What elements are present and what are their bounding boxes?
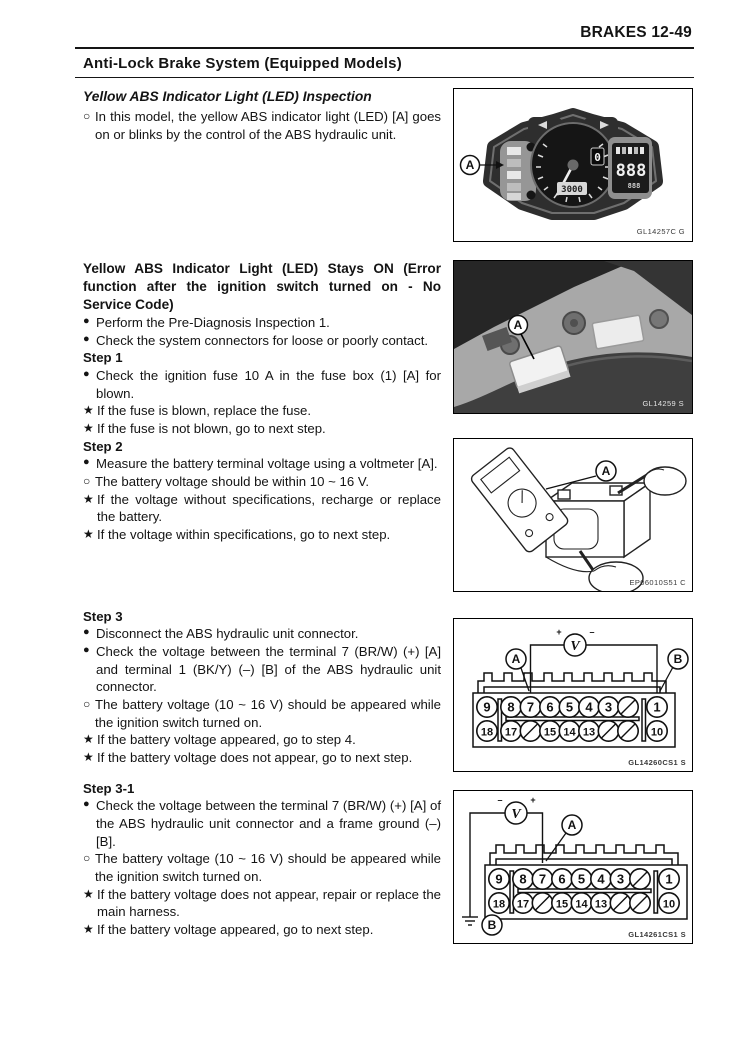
section-step-3-1 <box>75 780 694 944</box>
list-item <box>83 850 441 885</box>
star-marker: ★ <box>83 750 94 765</box>
body-text <box>83 438 441 544</box>
figure-connector-diagram-1 <box>453 618 693 772</box>
list-item <box>83 625 441 643</box>
terminal-number: 9 <box>483 699 491 715</box>
voltmeter-battery-illustration <box>454 439 692 591</box>
list-item <box>83 314 441 332</box>
lcd-odo-value: 888 <box>627 182 641 190</box>
terminal-number: 3 <box>604 699 613 715</box>
list-text: If the fuse is blown, replace the fuse. <box>97 403 312 419</box>
terminal-number: 13 <box>582 726 596 739</box>
terminal-number: 4 <box>597 871 605 887</box>
bullet-marker: ● <box>83 332 90 345</box>
terminal-number: 14 <box>575 898 588 911</box>
body-text <box>83 608 441 767</box>
callout-a-label: A <box>567 817 577 832</box>
star-marker: ★ <box>83 732 94 747</box>
terminal-number: 8 <box>519 871 527 887</box>
list-item <box>83 108 441 143</box>
list-text: If the battery voltage does not appear, repair or replace the main harness. <box>97 886 441 920</box>
figure-code: GL14260CS1 S <box>628 757 686 767</box>
terminal-number: 5 <box>565 699 574 715</box>
figure-connector-diagram-2 <box>453 790 693 944</box>
indicator-lamp <box>507 171 521 179</box>
terminal-number: 3 <box>616 871 625 887</box>
page-number-header: BRAKES 12-49 <box>580 24 692 41</box>
terminal-number: 1 <box>653 699 661 715</box>
list-text: Perform the Pre-Diagnosis Inspection 1. <box>96 314 330 330</box>
indicator-lamp <box>507 193 521 200</box>
minus-mark: – <box>497 794 503 805</box>
list-item <box>83 332 441 350</box>
step-heading: Step 1 <box>83 350 123 366</box>
list-text: The battery voltage should be within 10 ~ 16 V. <box>95 474 370 489</box>
list-text: The battery voltage (10 ~ 16 V) should be appeared while the ignition switch turned on. <box>95 851 441 885</box>
list-text: If the battery voltage does not appear, go to next step. <box>97 750 413 766</box>
step-heading: Step 3 <box>83 608 123 624</box>
terminal-number: 6 <box>558 871 566 887</box>
callout-a-label: A <box>513 318 523 332</box>
bullet-marker: ● <box>83 798 90 811</box>
terminal-number: 8 <box>507 699 515 715</box>
gear-value: 0 <box>594 151 601 164</box>
list-item <box>83 731 441 749</box>
list-text: Measure the battery terminal voltage using a voltmeter [A]. <box>96 456 438 472</box>
star-marker: ★ <box>83 527 94 542</box>
terminal-number: 17 <box>504 726 518 739</box>
terminal-number: 9 <box>495 871 503 887</box>
terminal-number: 15 <box>555 898 569 911</box>
list-item <box>83 420 441 438</box>
list-text: Check the ignition fuse 10 A in the fuse box (1) [A] for blown. <box>96 367 441 401</box>
figure-code: EP06010S51 C <box>629 577 686 587</box>
figure-code: GL14257C G <box>636 227 685 236</box>
instrument-cluster-illustration <box>454 89 692 241</box>
battery-terminal <box>558 490 570 499</box>
minus-mark: – <box>589 626 595 637</box>
circle-marker: ○ <box>83 474 91 488</box>
terminal-number: 7 <box>526 699 535 715</box>
section-step-2 <box>75 438 694 608</box>
bullet-marker: ● <box>83 644 90 656</box>
list-item <box>83 643 441 696</box>
list-text: If the voltage without specifications, recharge or replace the battery. <box>97 491 441 525</box>
abs-connector-ground-diagram <box>454 791 692 943</box>
list-item <box>83 473 441 491</box>
body-text <box>83 314 441 438</box>
list-item <box>83 797 441 850</box>
section-step-3 <box>75 608 694 780</box>
list-item <box>83 696 441 731</box>
callout-a-label: A <box>601 463 611 478</box>
bullet-marker: ● <box>83 456 90 469</box>
section-stays-on <box>75 260 694 438</box>
step-heading: Step 2 <box>83 438 123 454</box>
chapter-section-title: Anti-Lock Brake System (Equipped Models) <box>83 55 402 72</box>
subsection-heading: Yellow ABS Indicator Light (LED) Stays ON (Error function after the ignition switch turned on - No Service Code) <box>83 261 441 312</box>
callout-b-label: B <box>673 651 683 666</box>
body-text <box>83 108 441 143</box>
step-heading: Step 3-1 <box>83 780 135 796</box>
callout-a-label: A <box>465 158 475 172</box>
list-text: Disconnect the ABS hydraulic unit connector. <box>96 626 359 642</box>
terminal-number: 17 <box>516 898 530 911</box>
circle-marker: ○ <box>83 851 91 866</box>
list-item <box>83 455 441 473</box>
terminal-number: 1 <box>665 871 673 887</box>
terminal-number: 18 <box>480 726 494 739</box>
terminal-number: 7 <box>538 871 547 887</box>
terminal-number: 5 <box>577 871 586 887</box>
terminal-number: 18 <box>492 898 506 911</box>
list-text: If the voltage within specifications, go to next step. <box>97 527 391 543</box>
list-item <box>83 921 441 939</box>
list-text: Check the voltage between the terminal 7 (BR/W) (+) [A] and terminal 1 (BK/Y) (–) [B] of the ABS hydraulic unit connector. <box>96 644 441 695</box>
bullet-marker: ● <box>83 314 90 327</box>
indicator-lamp <box>507 147 521 155</box>
terminal-number: 10 <box>662 898 676 911</box>
figure-voltmeter-battery <box>453 438 693 592</box>
voltmeter-label: V <box>511 806 521 822</box>
callout-b-label: B <box>487 917 497 932</box>
list-text: Check the system connectors for loose or poorly contact. <box>96 332 429 348</box>
terminal-number: 13 <box>594 898 608 911</box>
list-item <box>83 367 441 402</box>
list-text: If the battery voltage appeared, go to step 4. <box>97 732 356 748</box>
indicator-lamp <box>507 183 521 191</box>
abs-connector-diagram <box>454 619 692 771</box>
plus-mark: + <box>530 794 536 805</box>
indicator-lamp <box>507 159 521 167</box>
circle-marker: ○ <box>83 108 91 123</box>
figure-instrument-cluster <box>453 88 693 242</box>
star-marker: ★ <box>83 491 94 506</box>
fuse-box-photo-illustration <box>454 261 692 413</box>
figure-code: GL14261CS1 S <box>628 929 686 939</box>
star-marker: ★ <box>83 403 94 418</box>
subsection-heading: Yellow ABS Indicator Light (LED) Inspection <box>83 89 372 104</box>
plus-mark: + <box>556 626 562 637</box>
figure-code: GL14259 S <box>642 399 684 408</box>
list-text: Check the voltage between the terminal 7 (BR/W) (+) [A] of the ABS hydraulic unit connector and a frame ground (–) [B]. <box>96 798 441 849</box>
section-rule <box>75 77 694 78</box>
lcd-speed-value: 888 <box>615 161 647 181</box>
list-text: If the battery voltage appeared, go to next step. <box>97 922 374 938</box>
terminal-number: 4 <box>585 699 593 715</box>
list-item <box>83 402 441 420</box>
terminal-number: 6 <box>546 699 554 715</box>
body-text <box>83 780 441 939</box>
terminal-number: 14 <box>563 726 576 739</box>
circle-marker: ○ <box>83 697 91 712</box>
bullet-marker: ● <box>83 367 90 380</box>
list-text: In this model, the yellow ABS indicator light (LED) [A] goes on or blinks by the control of the ABS hydraulic unit. <box>95 108 441 142</box>
terminal-number: 15 <box>543 726 557 739</box>
odometer-value: 3000 <box>561 185 583 195</box>
section-led-inspection <box>75 88 694 260</box>
terminal-number: 10 <box>650 726 664 739</box>
list-item <box>83 491 441 526</box>
list-item <box>83 749 441 767</box>
voltmeter-label: V <box>570 638 580 654</box>
star-marker: ★ <box>83 420 94 435</box>
list-text: The battery voltage (10 ~ 16 V) should be appeared while the ignition switch turned on. <box>95 697 441 730</box>
callout-a-label: A <box>511 651 521 666</box>
star-marker: ★ <box>83 886 94 901</box>
star-marker: ★ <box>83 922 94 937</box>
list-text: If the fuse is not blown, go to next step. <box>97 420 326 436</box>
bullet-marker: ● <box>83 626 90 639</box>
figure-fuse-box-photo <box>453 260 693 414</box>
list-item <box>83 526 441 544</box>
list-item <box>83 886 441 921</box>
